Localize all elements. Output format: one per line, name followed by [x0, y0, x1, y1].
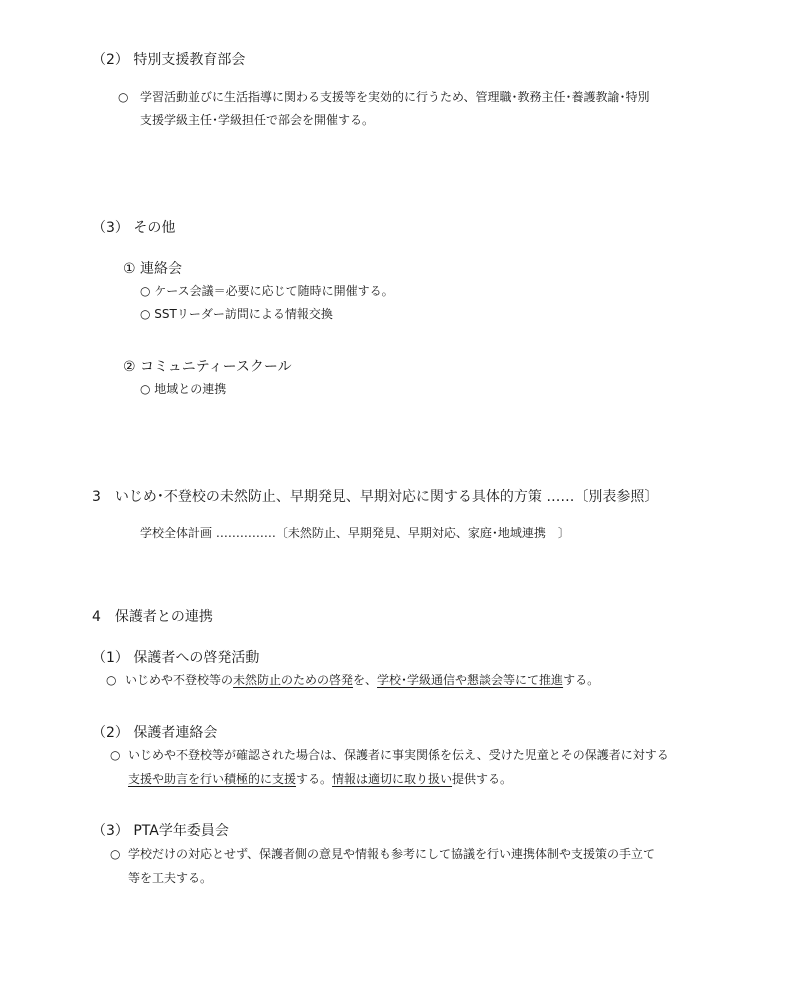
paragraph-line: 等を工夫する。 — [128, 871, 213, 885]
paragraph-line: 支援学級主任･学級担任で部会を開催する。 — [140, 113, 375, 127]
section-heading-parents: 4 保護者との連携 — [92, 609, 213, 625]
underlined-text: 支援や助言を行い積極的に支援 — [128, 772, 297, 786]
text: 提供する。 — [452, 772, 513, 786]
section-heading-special-support: （2） 特別支援教育部会 — [92, 52, 246, 68]
section-heading-measures: 3 いじめ･不登校の未然防止、早期発見、早期対応に関する具体的方策 ……〔別表参照〕 — [92, 489, 659, 505]
subsection-heading-parent-meeting: （2） 保護者連絡会 — [92, 725, 218, 741]
list-item: ○ ケース会議＝必要に応じて随時に開催する。 — [140, 284, 394, 298]
paragraph-line — [125, 674, 599, 686]
bullet: ○ — [110, 748, 121, 762]
text: する。 — [563, 673, 600, 687]
bullet: ○ — [118, 90, 129, 104]
bullet: ○ — [106, 673, 117, 687]
text: する。 — [296, 772, 333, 786]
underlined-text: 情報は適切に取り扱い — [332, 772, 453, 786]
bullet: ○ — [110, 847, 121, 861]
text: を、 — [353, 673, 378, 687]
subsection-heading-awareness: （1） 保護者への啓発活動 — [92, 650, 260, 666]
subsection-heading-pta: （3） PTA学年委員会 — [92, 823, 229, 839]
text: いじめや不登校等の — [125, 673, 234, 687]
plan-line: 学校全体計画 ……………〔未然防止、早期発見、早期対応、家庭･地域連携 〕 — [140, 526, 570, 540]
section-heading-other: （3） その他 — [92, 220, 176, 236]
paragraph-line: 学習活動並びに生活指導に関わる支援等を実効的に行うため、管理職･教務主任･養護教諭･特別 — [140, 90, 650, 104]
paragraph-line — [128, 773, 512, 785]
underlined-text: 未然防止のための啓発 — [233, 673, 354, 687]
subsection-title-community-school: ② コミュニティースクール — [123, 359, 292, 375]
list-item: ○ SSTリーダー訪問による情報交換 — [140, 307, 333, 321]
paragraph-line: 学校だけの対応とせず、保護者側の意見や情報も参考にして協議を行い連携体制や支援策の手立て — [128, 847, 656, 861]
underlined-text: 学校･学級通信や懇談会等にて推進 — [377, 673, 564, 687]
list-item: ○ 地域との連携 — [140, 382, 227, 396]
subsection-title-liaison: ① 連絡会 — [123, 261, 183, 277]
paragraph-line: いじめや不登校等が確認された場合は、保護者に事実関係を伝え、受けた児童とその保護者に対する — [128, 748, 669, 762]
